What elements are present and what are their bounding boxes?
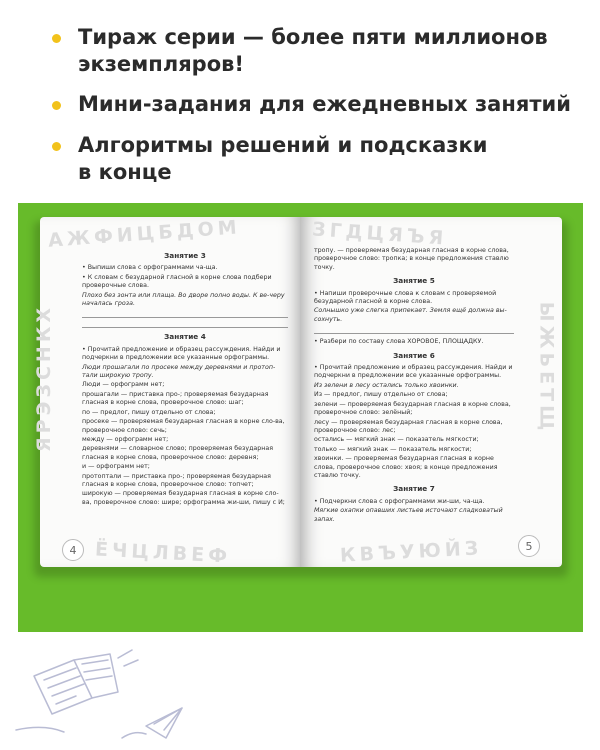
- exercise-text: Плохо без зонта или плаща. Во дворе полно воды. К ве-черу началась гроза.: [82, 291, 285, 308]
- open-book: [33, 216, 562, 568]
- lesson-title: Занятие 4: [164, 332, 206, 342]
- feature-item: [52, 132, 487, 186]
- analysis-line: деревнями — словарное слово; проверяемая безударная гласная в корне слова, проверочное слово: деревня;: [82, 445, 274, 461]
- analysis-line: только — мягкий знак — показатель мягкости;: [314, 445, 472, 453]
- task-text: • Напиши проверочные слова к словам с проверяемой безударной гласной в корне слова.: [314, 289, 497, 306]
- bullet-dot: [52, 34, 61, 43]
- lesson-title: Занятие 3: [164, 251, 206, 260]
- exercise-text: Из зелени в лесу остались только хвоинки.: [314, 381, 459, 389]
- task-text: • Прочитай предложение и образец рассуждения. Найди и подчеркни в предложении все указанные орфограммы.: [82, 345, 281, 362]
- analysis-line: Люди — орфограмм нет;: [82, 381, 165, 389]
- left-page: [33, 216, 302, 568]
- analysis-line: зелени — проверяемая безударная гласная в корне слова, проверочное слово: зелёный;: [314, 400, 511, 417]
- task-text: • Разбери по составу слова ХОРОВОЕ, ПЛОЩАДКУ.: [314, 338, 484, 346]
- feature-item: [52, 24, 548, 78]
- left-page-text: [82, 247, 288, 508]
- feature-text: Алгоритмы решений и подсказки в конце: [78, 133, 488, 184]
- decor-letters: КВЪУЮЙЗ: [339, 537, 483, 567]
- task-text: • Выпиши слова с орфограммами ча-ща.: [82, 264, 218, 272]
- right-page-text: [314, 247, 514, 525]
- lesson-title: Занятие 5: [393, 276, 435, 286]
- analysis-line: просеке — проверяемая безударная гласная в корне сло-ва, проверочное слово: сечь;: [82, 418, 285, 434]
- analysis-line: прошагали — приставка про-; проверяемая безударная гласная в корне слова, проверочное слово: шаг;: [82, 390, 269, 407]
- task-text: • К словам с безударной гласной в корне слова подбери проверочные слова.: [82, 273, 272, 290]
- analysis-line: между — орфограмм нет;: [82, 435, 169, 443]
- exercise-text: Люди прошагали по просеке между деревнями и протоп-тали широкую тропу.: [82, 363, 276, 380]
- analysis-line: остались — мягкий знак — показатель мягкости;: [314, 436, 479, 444]
- writing-line: [82, 319, 288, 328]
- bullet-dot: [52, 142, 61, 151]
- bullet-dot: [52, 101, 61, 110]
- page-number: 4: [62, 539, 84, 561]
- task-text: • Подчеркни слова с орфограммами жи-ши, ча-ща.: [314, 497, 485, 505]
- decor-letters: ЗГДЦЯЪЯ: [311, 218, 448, 250]
- exercise-text: Мягкие охапки опавших листьев источают сладковатый запах.: [314, 507, 503, 523]
- page-number: 5: [518, 535, 540, 557]
- feature-text: Мини-задания для ежедневных занятий: [78, 92, 571, 116]
- analysis-line: Из — предлог, пишу отдельно от слова;: [314, 391, 448, 399]
- analysis-line: широкую — проверяемая безударная гласная в корне сло-ва, проверочное слово: шире; орфограмма жи-ши, пишу с И;: [82, 490, 285, 506]
- feature-text: Тираж серии — более пяти миллионов экземпляров!: [78, 25, 548, 76]
- analysis-line: и — орфограмм нет;: [82, 463, 150, 471]
- decor-letters: АЖФИЦБДОМ: [47, 216, 242, 252]
- analysis-line: протоптали — приставка про-; проверяемая безударная гласная в корне слова, проверочное слово: топчет;: [82, 472, 271, 488]
- green-backdrop: [18, 203, 583, 632]
- analysis-line: хвоинки. — проверяемая безударная гласная в корне слова, проверочное слово: хвоя; в конце предложения ставлю точку.: [314, 455, 498, 479]
- writing-line: [314, 325, 514, 334]
- writing-line: [82, 309, 288, 318]
- lesson-title: Занятие 7: [393, 484, 435, 494]
- exercise-text: Солнышко уже слегка припекает. Земля ещё должна вы-сохнуть.: [314, 307, 507, 323]
- decor-letters: ЯРЭЗСНКХ: [33, 303, 56, 453]
- analysis-line: по — предлог, пишу отдельно от слова;: [82, 408, 216, 416]
- feature-list: [0, 0, 600, 200]
- decor-letters: ЫЖЬЕТЩ: [535, 301, 558, 435]
- book-doodle-icon: [14, 646, 214, 746]
- analysis-line: лесу — проверяемая безударная гласная в корне слова, проверочное слово: лес;: [314, 418, 503, 434]
- analysis-line: тропу. — проверяемая безударная гласная в корне слова, проверочное слово: тропка; в конце предложения ставлю точку.: [314, 247, 509, 271]
- right-page: [300, 217, 562, 567]
- task-text: • Прочитай предложение и образец рассуждения. Найди и подчеркни в предложении все указанные орфограммы.: [314, 364, 513, 380]
- lesson-title: Занятие 6: [393, 350, 435, 360]
- decor-letters: ЁЧЦЛВЕФ: [94, 538, 232, 568]
- feature-item: [52, 91, 571, 118]
